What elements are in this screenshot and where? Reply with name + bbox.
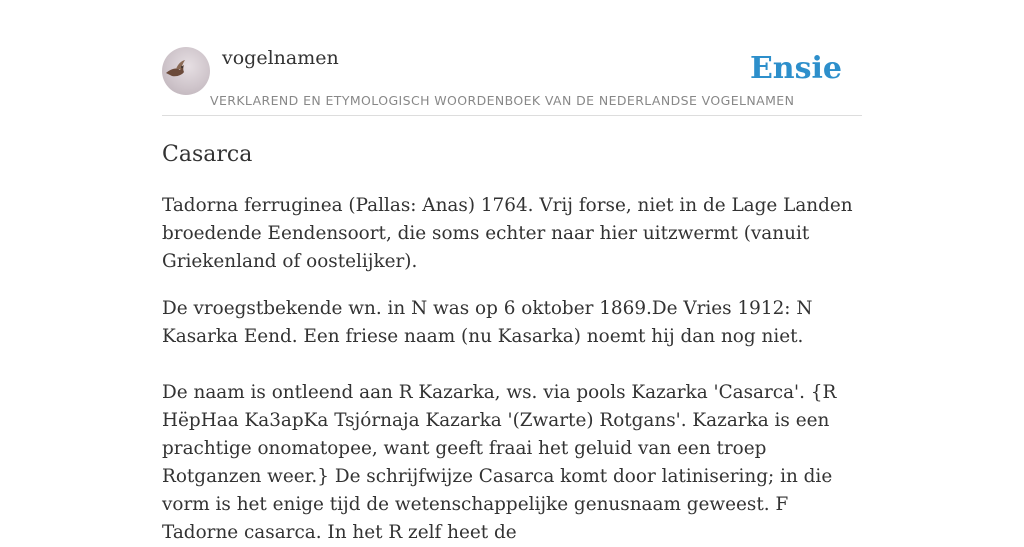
bird-silhouette-icon (162, 47, 210, 95)
ensie-logo[interactable]: Ensie (749, 51, 842, 86)
site-name[interactable]: vogelnamen (222, 47, 339, 69)
site-subtitle: VERKLAREND EN ETYMOLOGISCH WOORDENBOEK VAN DE NEDERLANDSE VOGELNAMEN (210, 93, 795, 108)
entry-title: Casarca (162, 142, 253, 167)
page-container (162, 0, 862, 543)
bird-avatar-icon[interactable] (162, 47, 210, 95)
entry-paragraph: De vroegstbekende wn. in N was op 6 oktober 1869.De Vries 1912: N Kasarka Eend. Een friese naam (nu Kasarka) noemt hij dan nog niet. (162, 298, 813, 347)
site-header (162, 0, 862, 116)
entry-paragraph: Tadorna ferruginea (Pallas: Anas) 1764. Vrij forse, niet in de Lage Landen broedende Eendensoort, die soms echter naar hier uitzwermt (vanuit Griekenland of oostelijker). (162, 195, 853, 272)
entry-paragraph: De naam is ontleend aan R Kazarka, ws. via pools Kazarka 'Casarca'. {R НёрHaa Ka3apKa Tsjórnaja Kazarka '(Zwarte) Rotgans'. Kazarka is een prachtige onomatopee, want geeft fraai het geluid van een troep Rotganzen weer.} De schrijfwijze Casarca komt door latinisering; in die vorm is het enige tijd de wetenschappelijke genusnaam geweest. F Tadorne casarca. In het R zelf heet de (162, 382, 837, 543)
